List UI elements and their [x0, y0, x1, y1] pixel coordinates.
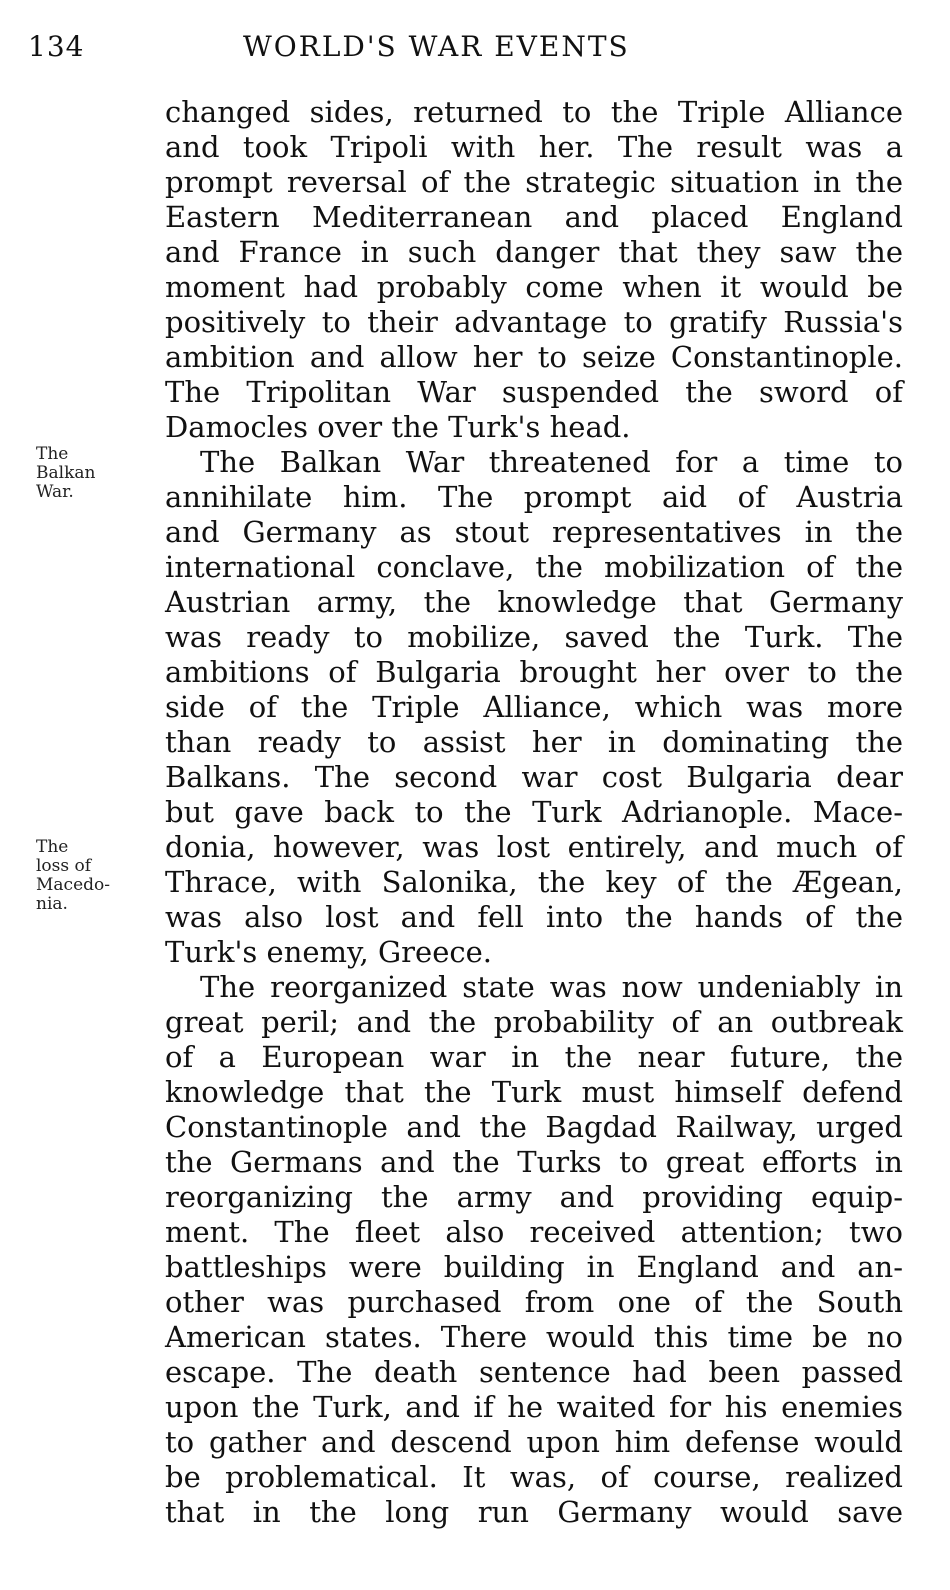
page-number: 134: [28, 30, 85, 63]
body-line: and took Tripoli with her. The result was a: [165, 130, 903, 164]
side-note-line: Macedo-: [36, 875, 110, 895]
side-note-loss-of-macedonia: [36, 838, 110, 914]
side-note-line: Balkan: [36, 463, 96, 483]
body-line: great peril; and the probability of an outbreak: [165, 1005, 903, 1039]
body-line: upon the Turk, and if he waited for his enemies: [165, 1390, 903, 1424]
side-note-line: The: [36, 444, 69, 464]
body-line: moment had probably come when it would be: [165, 270, 903, 304]
body-line: escape. The death sentence had been passed: [165, 1355, 903, 1389]
body-line: battleships were building in England and an-: [165, 1250, 903, 1284]
side-note-line: The: [36, 837, 69, 857]
body-line: ambition and allow her to seize Constantinople.: [165, 340, 903, 374]
side-note-line: War.: [36, 482, 74, 502]
body-line: and France in such danger that they saw the: [165, 235, 903, 269]
body-line: Balkans. The second war cost Bulgaria dear: [165, 760, 903, 794]
side-note-balkan-war: [36, 445, 95, 502]
body-line: Damocles over the Turk's head.: [165, 410, 631, 444]
body-line: reorganizing the army and providing equip-: [165, 1180, 903, 1214]
side-note-line: nia.: [36, 894, 68, 914]
body-line: Thrace, with Salonika, the key of the Ægean,: [165, 865, 903, 899]
body-line: annihilate him. The prompt aid of Austria: [165, 480, 903, 514]
body-line: was ready to mobilize, saved the Turk. The: [165, 620, 903, 654]
body-line: knowledge that the Turk must himself defend: [165, 1075, 903, 1109]
body-line: American states. There would this time be no: [165, 1320, 903, 1354]
body-line: that in the long run Germany would save: [165, 1495, 903, 1529]
body-line: to gather and descend upon him defense would: [165, 1425, 903, 1459]
body-line: Constantinople and the Bagdad Railway, urged: [165, 1110, 903, 1144]
body-line: the Germans and the Turks to great efforts in: [165, 1145, 903, 1179]
body-line: and Germany as stout representatives in the: [165, 515, 903, 549]
body-line: other was purchased from one of the South: [165, 1285, 903, 1319]
body-line: changed sides, returned to the Triple Alliance: [165, 95, 903, 129]
body-line: The Tripolitan War suspended the sword of: [165, 375, 903, 409]
body-line: side of the Triple Alliance, which was more: [165, 690, 903, 724]
body-line: prompt reversal of the strategic situation in the: [165, 165, 903, 199]
body-line: The Balkan War threatened for a time to: [200, 445, 903, 479]
side-note-line: loss of: [36, 856, 92, 876]
body-line: be problematical. It was, of course, realized: [165, 1460, 903, 1494]
body-line: of a European war in the near future, the: [165, 1040, 903, 1074]
body-line: than ready to assist her in dominating the: [165, 725, 903, 759]
body-line: was also lost and fell into the hands of the: [165, 900, 903, 934]
body-line: Eastern Mediterranean and placed England: [165, 200, 903, 234]
body-line: Turk's enemy, Greece.: [165, 935, 492, 969]
body-line: Austrian army, the knowledge that Germany: [165, 585, 903, 619]
body-line: ment. The fleet also received attention; two: [165, 1215, 903, 1249]
body-line: positively to their advantage to gratify Russia's: [165, 305, 903, 339]
running-head: WORLD'S WAR EVENTS: [243, 30, 630, 63]
body-line: ambitions of Bulgaria brought her over to the: [165, 655, 903, 689]
body-line: donia, however, was lost entirely, and much of: [165, 830, 903, 864]
body-line: international conclave, the mobilization of the: [165, 550, 903, 584]
body-line: The reorganized state was now undeniably in: [200, 970, 903, 1004]
body-line: but gave back to the Turk Adrianople. Mace-: [165, 795, 903, 829]
page-header: [28, 30, 898, 70]
